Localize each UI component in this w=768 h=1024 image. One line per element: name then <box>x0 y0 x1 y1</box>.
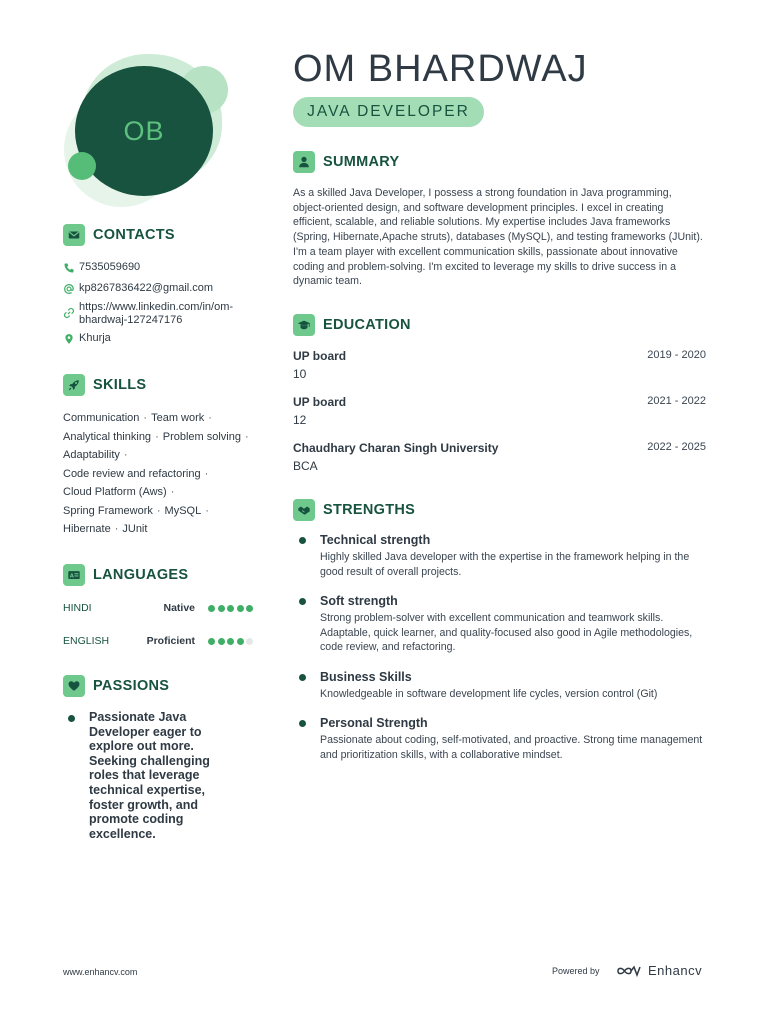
phone-text: 7535059690 <box>79 261 141 273</box>
education-dates: 2019 - 2020 <box>647 349 706 361</box>
contact-email[interactable] <box>63 282 213 295</box>
skill-item: Problem solving <box>162 430 241 443</box>
proficiency-dot-filled <box>246 605 253 612</box>
avatar-initials: OB <box>123 115 165 146</box>
language-row <box>63 602 253 616</box>
education-title: EDUCATION <box>323 317 411 333</box>
rocket-icon <box>63 374 85 396</box>
bullet-icon <box>299 674 306 681</box>
strength-description: Highly skilled Java developer with the expertise in the framework helping in the good result of overall projects. <box>320 551 690 578</box>
proficiency-dot-filled <box>237 605 244 612</box>
language-level: Native <box>163 602 195 614</box>
role-title: JAVA DEVELOPER <box>307 103 470 120</box>
language-proficiency-dots <box>206 638 254 645</box>
person-icon <box>293 151 315 173</box>
strength-description: Knowledgeable in software development life cycles, version control (Git) <box>320 688 658 700</box>
avatar-circle <box>75 66 213 196</box>
language-name: ENGLISH <box>63 635 110 647</box>
skill-item: Code review and refactoring <box>63 467 201 480</box>
svg-text:A: A <box>69 573 74 580</box>
skill-item: Analytical thinking <box>63 430 152 443</box>
languages-title: LANGUAGES <box>93 567 189 583</box>
proficiency-dot-filled <box>218 605 225 612</box>
proficiency-dot-filled <box>208 638 215 645</box>
language-row <box>63 635 253 649</box>
strengths-title: STRENGTHS <box>323 502 416 518</box>
phone-icon <box>63 262 75 274</box>
linkedin-text-line2: bhardwaj-127247176 <box>79 314 183 326</box>
at-icon <box>63 283 75 295</box>
candidate-name: OM BHARDWAJ <box>293 48 588 90</box>
linkedin-text-line1: https://www.linkedin.com/in/om- <box>79 301 234 313</box>
strength-title: Soft strength <box>320 594 398 608</box>
languages-heading <box>63 564 188 586</box>
education-school: UP board <box>293 349 347 363</box>
language-proficiency-dots <box>206 605 254 612</box>
skill-item: Adaptability <box>63 449 120 461</box>
education-dates: 2021 - 2022 <box>647 395 706 407</box>
location-pin-icon <box>63 333 75 345</box>
avatar-decoration <box>68 152 96 180</box>
education-dates: 2022 - 2025 <box>647 441 706 453</box>
footer-powered-by: Powered by <box>552 966 600 976</box>
proficiency-dot-filled <box>218 638 225 645</box>
passion-item <box>68 710 243 841</box>
education-degree: BCA <box>293 459 318 473</box>
skill-item: Hibernate <box>63 523 111 535</box>
proficiency-dot-filled <box>227 638 234 645</box>
skill-item: MySQL <box>164 504 202 517</box>
footer-brand: Enhancv <box>648 963 703 978</box>
strengths-heading <box>293 499 415 521</box>
skill-item: Spring Framework <box>63 504 153 517</box>
passions-title: PASSIONS <box>93 678 170 694</box>
strength-description: Strong problem-solver with excellent communication and teamwork skills. Adaptable, quick learner, and quality-focused also good in Agile methodologies, code review, and refactoring. <box>320 612 693 654</box>
bullet-icon <box>299 598 306 605</box>
strength-title: Technical strength <box>320 533 431 547</box>
skill-item: JUnit <box>122 523 148 535</box>
avatar <box>60 52 230 212</box>
proficiency-dot-empty <box>246 638 253 645</box>
proficiency-dot-filled <box>237 638 244 645</box>
skills-heading <box>63 374 146 396</box>
bullet-icon <box>68 715 75 722</box>
contacts-title: CONTACTS <box>93 227 175 243</box>
summary-title: SUMMARY <box>323 154 400 170</box>
language-name: HINDI <box>63 602 92 614</box>
skills-list: Communication · Team work · Analytical thinking · Problem solving · Adaptability · Code review and refactoring · Cloud Platform (Aws) · Spring Framework · MySQL · Hibernate · JUnit <box>63 412 249 535</box>
passion-text: Passionate Java Developer eager to explore out more. Seeking challenging roles that leverage technical expertise, foster growth, and promote coding excellence. <box>89 710 210 841</box>
summary-text: As a skilled Java Developer, I possess a strong foundation in Java programming, object-oriented design, and software development principles. I excel in creating efficient, scalable, and reliable solutions. My expertise includes Java frameworks (Spring, Hibernate,Apache struts), databases (MySQL), and testing frameworks (JUnit). I'm a team player with excellent communication skills, passionate about innovative coding and problem-solving. I'm excited to leverage my skills to drive success in a dynamic team. <box>293 187 703 288</box>
strength-title: Business Skills <box>320 670 412 684</box>
envelope-icon <box>63 224 85 246</box>
proficiency-dot-filled <box>227 605 234 612</box>
contact-linkedin[interactable] <box>63 301 233 327</box>
contact-location <box>63 332 111 345</box>
summary-heading <box>293 151 399 173</box>
education-heading <box>293 314 411 336</box>
contact-phone[interactable] <box>63 261 140 274</box>
language-card-icon <box>63 564 85 586</box>
education-degree: 10 <box>293 367 307 381</box>
graduation-cap-icon <box>293 314 315 336</box>
bullet-icon <box>299 720 306 727</box>
bullet-icon <box>299 537 306 544</box>
passions-heading <box>63 675 169 697</box>
enhancv-logo-icon <box>616 964 642 978</box>
heart-icon <box>63 675 85 697</box>
proficiency-dot-filled <box>208 605 215 612</box>
strength-description: Passionate about coding, self-motivated, and proactive. Strong time management and prioritization skills, with a collaborative mindset. <box>320 734 703 761</box>
skill-item: Team work <box>151 412 205 424</box>
strength-title: Personal Strength <box>320 716 428 730</box>
skill-item: Communication <box>63 412 140 424</box>
education-school: UP board <box>293 395 347 409</box>
skills-title: SKILLS <box>93 377 147 393</box>
email-text: kp8267836422@gmail.com <box>79 282 214 294</box>
handshake-icon <box>293 499 315 521</box>
skill-item: Cloud Platform (Aws) <box>63 486 167 498</box>
language-level: Proficient <box>146 635 195 647</box>
footer-site-link[interactable]: www.enhancv.com <box>63 967 138 977</box>
education-school: Chaudhary Charan Singh University <box>293 441 499 455</box>
education-degree: 12 <box>293 413 307 427</box>
contacts-heading <box>63 224 175 246</box>
enhancv-logo[interactable] <box>616 963 702 978</box>
link-icon <box>63 307 75 319</box>
location-text: Khurja <box>79 332 111 344</box>
role-badge <box>293 97 484 127</box>
